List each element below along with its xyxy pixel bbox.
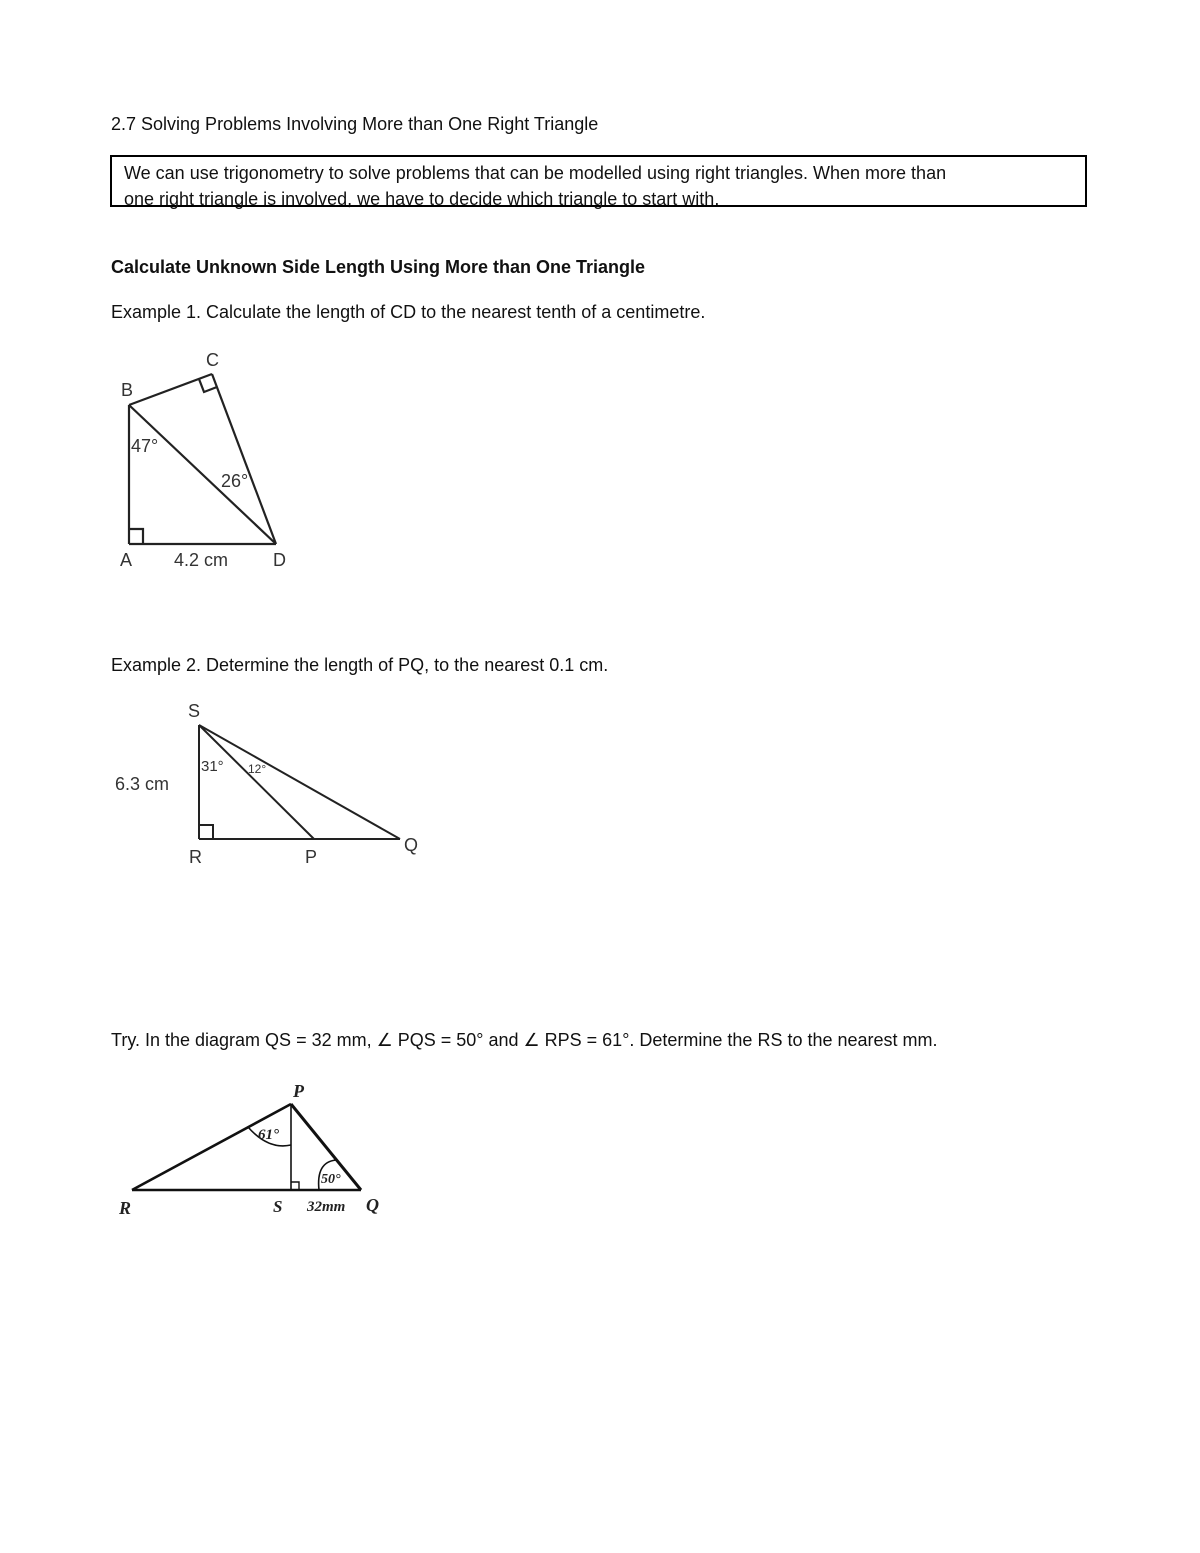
label-s: S [188,701,201,721]
label-r: R [189,847,202,867]
page-title: 2.7 Solving Problems Involving More than One Right Triangle [111,114,599,134]
label-side-sr: 6.3 cm [115,774,170,794]
label-side-ad: 4.2 cm [174,550,229,570]
label-b: B [121,380,134,400]
label-angle-12: 12° [248,762,267,776]
label-p: P [293,1081,304,1101]
label-q: Q [404,835,419,855]
label-c: C [206,350,219,370]
label-s: S [273,1197,283,1216]
label-angle-50: 50° [321,1172,341,1187]
intro-line-2: one right triangle is involved, we have to decide which triangle to start with. [124,189,720,209]
section-heading: Calculate Unknown Side Length Using More than One Triangle [111,257,646,277]
label-d: D [273,550,286,570]
label-angle-47: 47° [131,436,159,456]
label-q: Q [366,1195,379,1215]
try-prompt: Try. In the diagram QS = 32 mm, ∠ PQS = 50° and ∠ RPS = 61°. Determine the RS to the nearest mm. [111,1030,938,1050]
label-angle-26: 26° [221,471,249,491]
example-2-prompt: Example 2. Determine the length of PQ, to the nearest 0.1 cm. [111,655,609,675]
intro-line-1: We can use trigonometry to solve problems that can be modelled using right triangles. When more than [124,163,947,183]
label-a: A [120,550,133,570]
label-r: R [119,1198,132,1218]
label-angle-31: 31° [201,758,224,775]
label-side-sq: 32mm [307,1199,346,1215]
example-1-prompt: Example 1. Calculate the length of CD to the nearest tenth of a centimetre. [111,302,706,322]
label-angle-61: 61° [258,1127,279,1143]
segment-rp [132,1104,291,1190]
label-p: P [305,847,318,867]
